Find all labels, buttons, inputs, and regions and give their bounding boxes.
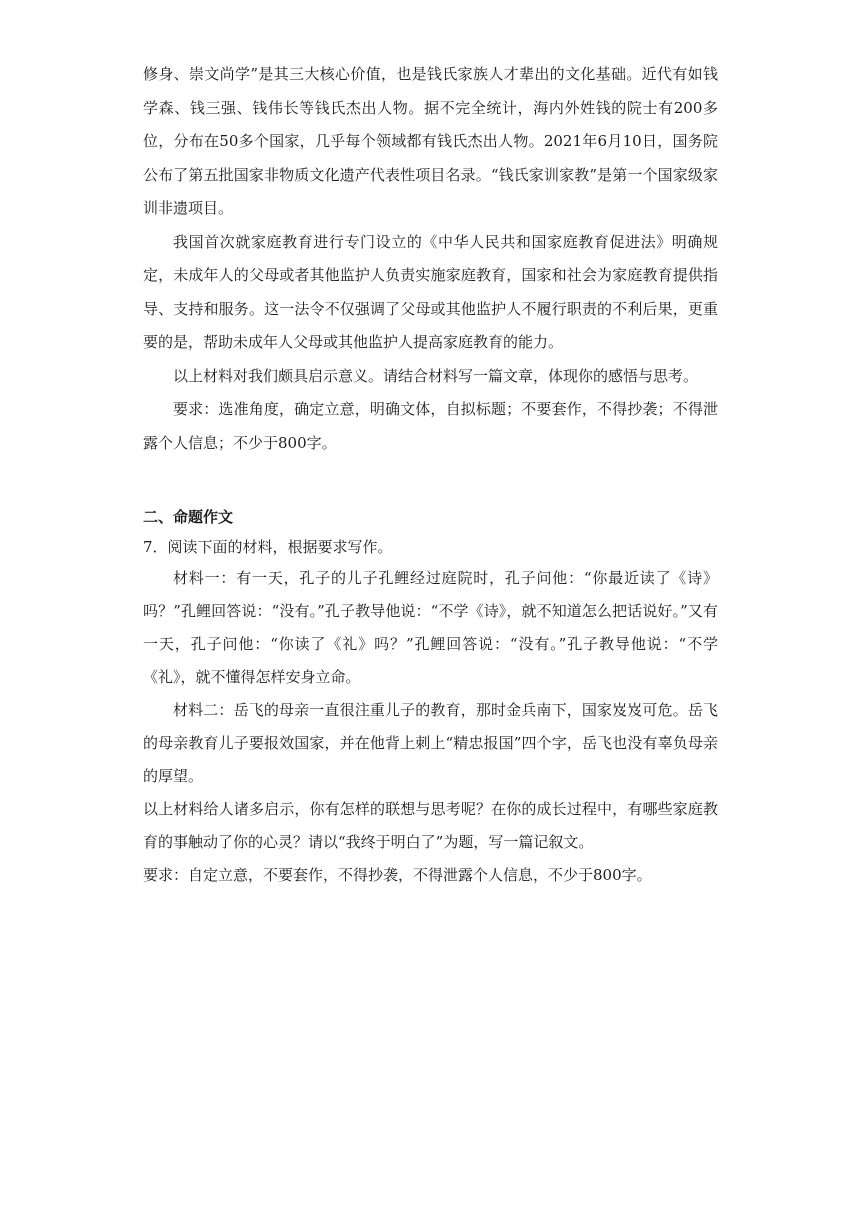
section-gap [143,460,718,502]
writing-prompt: 以上材料给人诸多启示，你有怎样的联想与思考呢？在你的成长过程中，有哪些家庭教育的事触动了你的心灵？请以“我终于明白了”为题，写一篇记叙文。 [143,800,718,851]
document-content [143,58,718,892]
question-stem: 7．阅读下面的材料，根据要求写作。 [143,538,393,556]
paragraph-qian-family: 修身、崇文尚学”是其三大核心价值，也是钱氏家族人才辈出的文化基础。近代有如钱学森、钱三强、钱伟长等钱氏杰出人物。据不完全统计，海内外姓钱的院士有200多位，分布在50多个国家，几乎每个领域都有钱氏杰出人物。2021年6月10日，国务院公布了第五批国家非物质文化遗产代表性项目名录。“钱氏家训家教”是第一个国家级家训非遗项目。 [143,65,718,217]
section-heading: 二、命题作文 [143,508,234,526]
paragraph-family-education-law: 我国首次就家庭教育进行专门设立的《中华人民共和国家庭教育促进法》明确规定，未成年人的父母或者其他监护人负责实施家庭教育，国家和社会为家庭教育提供指导、支持和服务。这一法令不仅强调了父母或其他监护人不履行职责的不利后果，更重要的是，帮助未成年人父母或其他监护人提高家庭教育的能力。 [143,232,718,351]
material-one: 材料一：有一天，孔子的儿子孔鲤经过庭院时，孔子问他：“你最近读了《诗》吗？”孔鲤回答说：“没有。”孔子教导他说：“不学《诗》，就不知道怎么把话说好。”又有一天，孔子问他：“你读了《礼》吗？”孔鲤回答说：“没有。”孔子教导他说：“不学《礼》，就不懂得怎样安身立命。 [143,569,718,686]
paragraph-writing-instruction: 以上材料对我们颇具启示意义。请结合材料写一篇文章，体现你的感悟与思考。 [173,366,699,385]
writing-requirement: 要求：自定立意，不要套作，不得抄袭，不得泄露个人信息，不少于800字。 [143,866,652,884]
paragraph-writing-requirement: 要求：选准角度，确定立意，明确文体，自拟标题；不要套作，不得抄袭；不得泄露个人信息；不少于800字。 [143,400,718,452]
material-two: 材料二：岳飞的母亲一直很注重儿子的教育，那时金兵南下，国家岌岌可危。岳飞的母亲教育儿子要报效国家，并在他背上刺上“精忠报国”四个字，岳飞也没有辜负母亲的厚望。 [143,701,718,785]
